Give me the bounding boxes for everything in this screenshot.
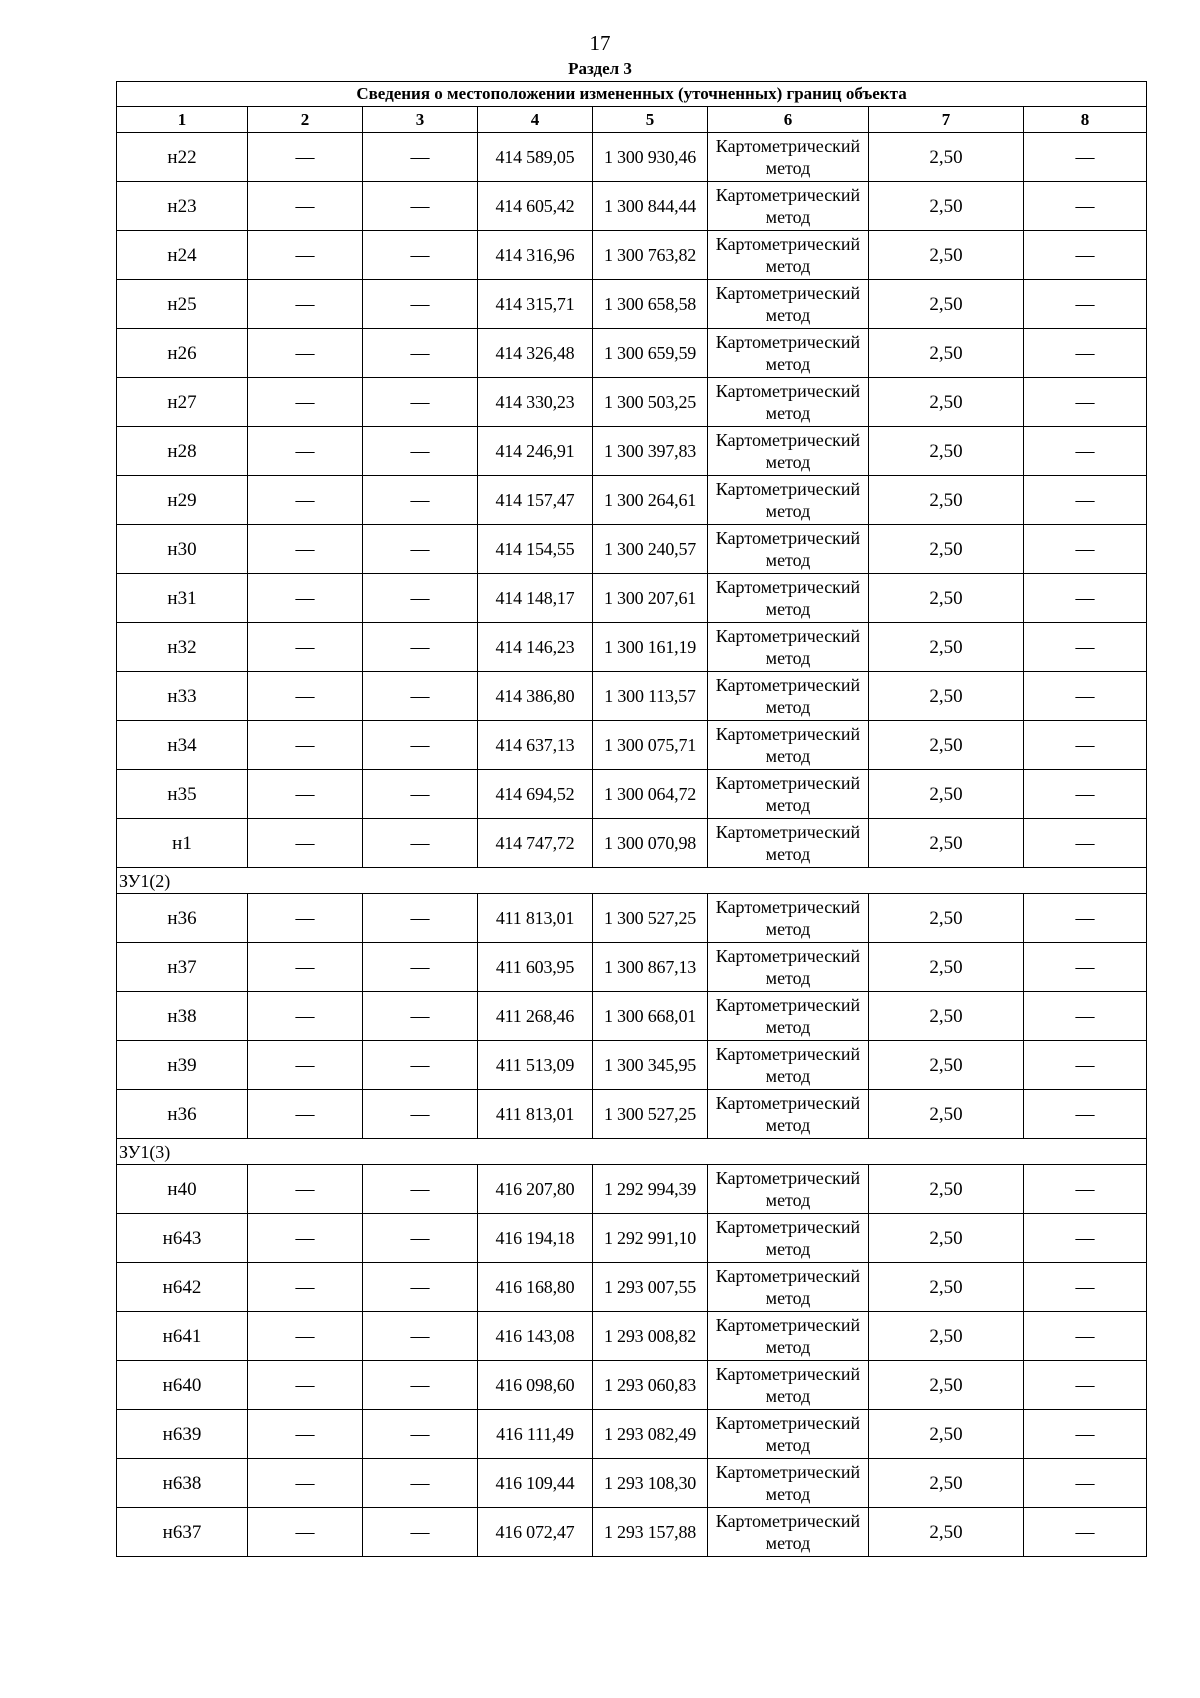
method-cell: Картометрический метод <box>708 1410 869 1459</box>
col2-cell: — <box>248 574 363 623</box>
accuracy-cell: 2,50 <box>869 894 1024 943</box>
col8-cell: — <box>1024 1312 1147 1361</box>
col8-cell: — <box>1024 819 1147 868</box>
accuracy-cell: 2,50 <box>869 1361 1024 1410</box>
col2-cell: — <box>248 231 363 280</box>
col3-cell: — <box>363 1459 478 1508</box>
table-row <box>117 1214 1147 1263</box>
x-coordinate-cell: 416 194,18 <box>478 1214 593 1263</box>
col8-cell: — <box>1024 623 1147 672</box>
method-cell: Картометрический метод <box>708 623 869 672</box>
table-row <box>117 133 1147 182</box>
method-cell: Картометрический метод <box>708 894 869 943</box>
col3-cell: — <box>363 427 478 476</box>
table-row <box>117 1312 1147 1361</box>
x-coordinate-cell: 414 316,96 <box>478 231 593 280</box>
x-coordinate-cell: 416 111,49 <box>478 1410 593 1459</box>
method-cell: Картометрический метод <box>708 1508 869 1557</box>
table-row <box>117 943 1147 992</box>
point-name-cell: н31 <box>117 574 248 623</box>
accuracy-cell: 2,50 <box>869 1410 1024 1459</box>
x-coordinate-cell: 414 605,42 <box>478 182 593 231</box>
x-coordinate-cell: 416 207,80 <box>478 1165 593 1214</box>
y-coordinate-cell: 1 300 240,57 <box>593 525 708 574</box>
point-name-cell: н33 <box>117 672 248 721</box>
column-header: 7 <box>869 107 1024 133</box>
accuracy-cell: 2,50 <box>869 280 1024 329</box>
col3-cell: — <box>363 1041 478 1090</box>
point-name-cell: н38 <box>117 992 248 1041</box>
table-row <box>117 329 1147 378</box>
y-coordinate-cell: 1 293 108,30 <box>593 1459 708 1508</box>
table-row <box>117 1041 1147 1090</box>
table-row <box>117 1361 1147 1410</box>
col3-cell: — <box>363 476 478 525</box>
y-coordinate-cell: 1 300 527,25 <box>593 1090 708 1139</box>
col2-cell: — <box>248 1165 363 1214</box>
point-name-cell: н639 <box>117 1410 248 1459</box>
table-row <box>117 1410 1147 1459</box>
accuracy-cell: 2,50 <box>869 1312 1024 1361</box>
col2-cell: — <box>248 427 363 476</box>
y-coordinate-cell: 1 300 397,83 <box>593 427 708 476</box>
method-cell: Картометрический метод <box>708 943 869 992</box>
col8-cell: — <box>1024 894 1147 943</box>
col2-cell: — <box>248 182 363 231</box>
y-coordinate-cell: 1 292 991,10 <box>593 1214 708 1263</box>
y-coordinate-cell: 1 300 064,72 <box>593 770 708 819</box>
col3-cell: — <box>363 992 478 1041</box>
col8-cell: — <box>1024 1361 1147 1410</box>
col2-cell: — <box>248 1312 363 1361</box>
y-coordinate-cell: 1 300 070,98 <box>593 819 708 868</box>
table-row <box>117 476 1147 525</box>
accuracy-cell: 2,50 <box>869 1214 1024 1263</box>
accuracy-cell: 2,50 <box>869 1508 1024 1557</box>
col8-cell: — <box>1024 1214 1147 1263</box>
y-coordinate-cell: 1 300 930,46 <box>593 133 708 182</box>
point-name-cell: н39 <box>117 1041 248 1090</box>
x-coordinate-cell: 416 072,47 <box>478 1508 593 1557</box>
point-name-cell: н638 <box>117 1459 248 1508</box>
point-name-cell: н37 <box>117 943 248 992</box>
col3-cell: — <box>363 770 478 819</box>
y-coordinate-cell: 1 292 994,39 <box>593 1165 708 1214</box>
x-coordinate-cell: 414 694,52 <box>478 770 593 819</box>
x-coordinate-cell: 414 148,17 <box>478 574 593 623</box>
col8-cell: — <box>1024 1508 1147 1557</box>
column-header: 3 <box>363 107 478 133</box>
accuracy-cell: 2,50 <box>869 721 1024 770</box>
table-row <box>117 894 1147 943</box>
table-row <box>117 770 1147 819</box>
col3-cell: — <box>363 819 478 868</box>
point-name-cell: н32 <box>117 623 248 672</box>
col2-cell: — <box>248 1508 363 1557</box>
col3-cell: — <box>363 1312 478 1361</box>
accuracy-cell: 2,50 <box>869 992 1024 1041</box>
table-row <box>117 1508 1147 1557</box>
x-coordinate-cell: 416 143,08 <box>478 1312 593 1361</box>
section-title: Раздел 3 <box>568 59 632 78</box>
col2-cell: — <box>248 1214 363 1263</box>
method-cell: Картометрический метод <box>708 1459 869 1508</box>
y-coordinate-cell: 1 300 264,61 <box>593 476 708 525</box>
col2-cell: — <box>248 623 363 672</box>
x-coordinate-cell: 414 330,23 <box>478 378 593 427</box>
col3-cell: — <box>363 721 478 770</box>
col3-cell: — <box>363 574 478 623</box>
table-caption: Сведения о местоположении измененных (уточненных) границ объекта <box>117 82 1147 107</box>
y-coordinate-cell: 1 300 763,82 <box>593 231 708 280</box>
x-coordinate-cell: 416 109,44 <box>478 1459 593 1508</box>
y-coordinate-cell: 1 300 659,59 <box>593 329 708 378</box>
col8-cell: — <box>1024 943 1147 992</box>
y-coordinate-cell: 1 300 345,95 <box>593 1041 708 1090</box>
x-coordinate-cell: 414 246,91 <box>478 427 593 476</box>
column-header: 1 <box>117 107 248 133</box>
point-name-cell: н28 <box>117 427 248 476</box>
y-coordinate-cell: 1 300 867,13 <box>593 943 708 992</box>
method-cell: Картометрический метод <box>708 1361 869 1410</box>
point-name-cell: н35 <box>117 770 248 819</box>
point-name-cell: н1 <box>117 819 248 868</box>
col3-cell: — <box>363 1263 478 1312</box>
x-coordinate-cell: 414 589,05 <box>478 133 593 182</box>
x-coordinate-cell: 414 386,80 <box>478 672 593 721</box>
col8-cell: — <box>1024 1165 1147 1214</box>
col2-cell: — <box>248 525 363 574</box>
x-coordinate-cell: 411 813,01 <box>478 894 593 943</box>
col3-cell: — <box>363 1214 478 1263</box>
y-coordinate-cell: 1 293 157,88 <box>593 1508 708 1557</box>
table-row <box>117 182 1147 231</box>
table-row <box>117 280 1147 329</box>
x-coordinate-cell: 411 603,95 <box>478 943 593 992</box>
col2-cell: — <box>248 819 363 868</box>
point-name-cell: н23 <box>117 182 248 231</box>
col2-cell: — <box>248 721 363 770</box>
x-coordinate-cell: 414 154,55 <box>478 525 593 574</box>
col8-cell: — <box>1024 672 1147 721</box>
point-name-cell: н36 <box>117 1090 248 1139</box>
col8-cell: — <box>1024 476 1147 525</box>
accuracy-cell: 2,50 <box>869 231 1024 280</box>
y-coordinate-cell: 1 300 503,25 <box>593 378 708 427</box>
table-row <box>117 231 1147 280</box>
y-coordinate-cell: 1 300 207,61 <box>593 574 708 623</box>
column-header: 5 <box>593 107 708 133</box>
col3-cell: — <box>363 1508 478 1557</box>
col2-cell: — <box>248 770 363 819</box>
table-row <box>117 819 1147 868</box>
col3-cell: — <box>363 1361 478 1410</box>
col8-cell: — <box>1024 992 1147 1041</box>
accuracy-cell: 2,50 <box>869 476 1024 525</box>
col2-cell: — <box>248 992 363 1041</box>
table-row <box>117 574 1147 623</box>
col8-cell: — <box>1024 1041 1147 1090</box>
y-coordinate-cell: 1 293 060,83 <box>593 1361 708 1410</box>
point-name-cell: н637 <box>117 1508 248 1557</box>
table-row <box>117 525 1147 574</box>
accuracy-cell: 2,50 <box>869 1459 1024 1508</box>
y-coordinate-cell: 1 293 082,49 <box>593 1410 708 1459</box>
col2-cell: — <box>248 133 363 182</box>
col3-cell: — <box>363 378 478 427</box>
x-coordinate-cell: 416 098,60 <box>478 1361 593 1410</box>
col3-cell: — <box>363 1090 478 1139</box>
point-name-cell: н642 <box>117 1263 248 1312</box>
accuracy-cell: 2,50 <box>869 182 1024 231</box>
table-row <box>117 1263 1147 1312</box>
col2-cell: — <box>248 1459 363 1508</box>
point-name-cell: н643 <box>117 1214 248 1263</box>
method-cell: Картометрический метод <box>708 280 869 329</box>
col8-cell: — <box>1024 133 1147 182</box>
point-name-cell: н640 <box>117 1361 248 1410</box>
col8-cell: — <box>1024 770 1147 819</box>
point-name-cell: н27 <box>117 378 248 427</box>
method-cell: Картометрический метод <box>708 1165 869 1214</box>
x-coordinate-cell: 414 315,71 <box>478 280 593 329</box>
accuracy-cell: 2,50 <box>869 1263 1024 1312</box>
table-row <box>117 1165 1147 1214</box>
col3-cell: — <box>363 231 478 280</box>
y-coordinate-cell: 1 300 075,71 <box>593 721 708 770</box>
method-cell: Картометрический метод <box>708 427 869 476</box>
col3-cell: — <box>363 1410 478 1459</box>
table-header-row <box>117 107 1147 133</box>
coordinates-table <box>116 81 1147 1557</box>
table-row <box>117 721 1147 770</box>
accuracy-cell: 2,50 <box>869 574 1024 623</box>
column-header: 4 <box>478 107 593 133</box>
accuracy-cell: 2,50 <box>869 819 1024 868</box>
point-name-cell: н36 <box>117 894 248 943</box>
method-cell: Картометрический метод <box>708 1263 869 1312</box>
point-name-cell: н30 <box>117 525 248 574</box>
y-coordinate-cell: 1 293 007,55 <box>593 1263 708 1312</box>
group-row <box>117 868 1147 894</box>
group-label: ЗУ1(2) <box>117 868 1147 894</box>
col8-cell: — <box>1024 1263 1147 1312</box>
col8-cell: — <box>1024 378 1147 427</box>
x-coordinate-cell: 414 747,72 <box>478 819 593 868</box>
method-cell: Картометрический метод <box>708 1312 869 1361</box>
col3-cell: — <box>363 623 478 672</box>
col2-cell: — <box>248 476 363 525</box>
col8-cell: — <box>1024 574 1147 623</box>
point-name-cell: н26 <box>117 329 248 378</box>
table-row <box>117 427 1147 476</box>
col8-cell: — <box>1024 427 1147 476</box>
col8-cell: — <box>1024 525 1147 574</box>
group-label: ЗУ1(3) <box>117 1139 1147 1165</box>
y-coordinate-cell: 1 300 527,25 <box>593 894 708 943</box>
col3-cell: — <box>363 943 478 992</box>
col2-cell: — <box>248 943 363 992</box>
accuracy-cell: 2,50 <box>869 329 1024 378</box>
col2-cell: — <box>248 672 363 721</box>
y-coordinate-cell: 1 300 658,58 <box>593 280 708 329</box>
col3-cell: — <box>363 280 478 329</box>
accuracy-cell: 2,50 <box>869 1165 1024 1214</box>
x-coordinate-cell: 414 157,47 <box>478 476 593 525</box>
col8-cell: — <box>1024 1459 1147 1508</box>
group-row <box>117 1139 1147 1165</box>
col2-cell: — <box>248 1361 363 1410</box>
method-cell: Картометрический метод <box>708 770 869 819</box>
column-header: 6 <box>708 107 869 133</box>
method-cell: Картометрический метод <box>708 1214 869 1263</box>
x-coordinate-cell: 411 513,09 <box>478 1041 593 1090</box>
x-coordinate-cell: 414 326,48 <box>478 329 593 378</box>
column-header: 8 <box>1024 107 1147 133</box>
point-name-cell: н29 <box>117 476 248 525</box>
method-cell: Картометрический метод <box>708 574 869 623</box>
col2-cell: — <box>248 280 363 329</box>
accuracy-cell: 2,50 <box>869 133 1024 182</box>
point-name-cell: н641 <box>117 1312 248 1361</box>
col2-cell: — <box>248 1263 363 1312</box>
point-name-cell: н25 <box>117 280 248 329</box>
y-coordinate-cell: 1 300 668,01 <box>593 992 708 1041</box>
method-cell: Картометрический метод <box>708 1041 869 1090</box>
col8-cell: — <box>1024 329 1147 378</box>
method-cell: Картометрический метод <box>708 231 869 280</box>
col8-cell: — <box>1024 1410 1147 1459</box>
table-row <box>117 1459 1147 1508</box>
method-cell: Картометрический метод <box>708 721 869 770</box>
y-coordinate-cell: 1 300 113,57 <box>593 672 708 721</box>
col3-cell: — <box>363 1165 478 1214</box>
col2-cell: — <box>248 1410 363 1459</box>
column-header: 2 <box>248 107 363 133</box>
col3-cell: — <box>363 329 478 378</box>
table-caption-row <box>117 82 1147 107</box>
x-coordinate-cell: 414 637,13 <box>478 721 593 770</box>
col8-cell: — <box>1024 1090 1147 1139</box>
col3-cell: — <box>363 672 478 721</box>
method-cell: Картометрический метод <box>708 133 869 182</box>
method-cell: Картометрический метод <box>708 525 869 574</box>
accuracy-cell: 2,50 <box>869 525 1024 574</box>
accuracy-cell: 2,50 <box>869 378 1024 427</box>
col2-cell: — <box>248 894 363 943</box>
table-row <box>117 378 1147 427</box>
y-coordinate-cell: 1 300 161,19 <box>593 623 708 672</box>
x-coordinate-cell: 411 268,46 <box>478 992 593 1041</box>
col2-cell: — <box>248 329 363 378</box>
x-coordinate-cell: 411 813,01 <box>478 1090 593 1139</box>
y-coordinate-cell: 1 300 844,44 <box>593 182 708 231</box>
table-row <box>117 623 1147 672</box>
table-row <box>117 992 1147 1041</box>
table-row <box>117 672 1147 721</box>
x-coordinate-cell: 416 168,80 <box>478 1263 593 1312</box>
accuracy-cell: 2,50 <box>869 623 1024 672</box>
accuracy-cell: 2,50 <box>869 427 1024 476</box>
col2-cell: — <box>248 378 363 427</box>
y-coordinate-cell: 1 293 008,82 <box>593 1312 708 1361</box>
page-number: 17 <box>589 31 611 55</box>
col3-cell: — <box>363 182 478 231</box>
col8-cell: — <box>1024 721 1147 770</box>
col3-cell: — <box>363 133 478 182</box>
accuracy-cell: 2,50 <box>869 943 1024 992</box>
col3-cell: — <box>363 525 478 574</box>
point-name-cell: н22 <box>117 133 248 182</box>
method-cell: Картометрический метод <box>708 329 869 378</box>
col2-cell: — <box>248 1041 363 1090</box>
method-cell: Картометрический метод <box>708 476 869 525</box>
method-cell: Картометрический метод <box>708 182 869 231</box>
method-cell: Картометрический метод <box>708 672 869 721</box>
point-name-cell: н24 <box>117 231 248 280</box>
col2-cell: — <box>248 1090 363 1139</box>
method-cell: Картометрический метод <box>708 378 869 427</box>
col8-cell: — <box>1024 231 1147 280</box>
x-coordinate-cell: 414 146,23 <box>478 623 593 672</box>
table-row <box>117 1090 1147 1139</box>
accuracy-cell: 2,50 <box>869 1041 1024 1090</box>
col3-cell: — <box>363 894 478 943</box>
method-cell: Картометрический метод <box>708 1090 869 1139</box>
col8-cell: — <box>1024 280 1147 329</box>
col8-cell: — <box>1024 182 1147 231</box>
method-cell: Картометрический метод <box>708 819 869 868</box>
accuracy-cell: 2,50 <box>869 770 1024 819</box>
accuracy-cell: 2,50 <box>869 1090 1024 1139</box>
point-name-cell: н40 <box>117 1165 248 1214</box>
method-cell: Картометрический метод <box>708 992 869 1041</box>
accuracy-cell: 2,50 <box>869 672 1024 721</box>
point-name-cell: н34 <box>117 721 248 770</box>
